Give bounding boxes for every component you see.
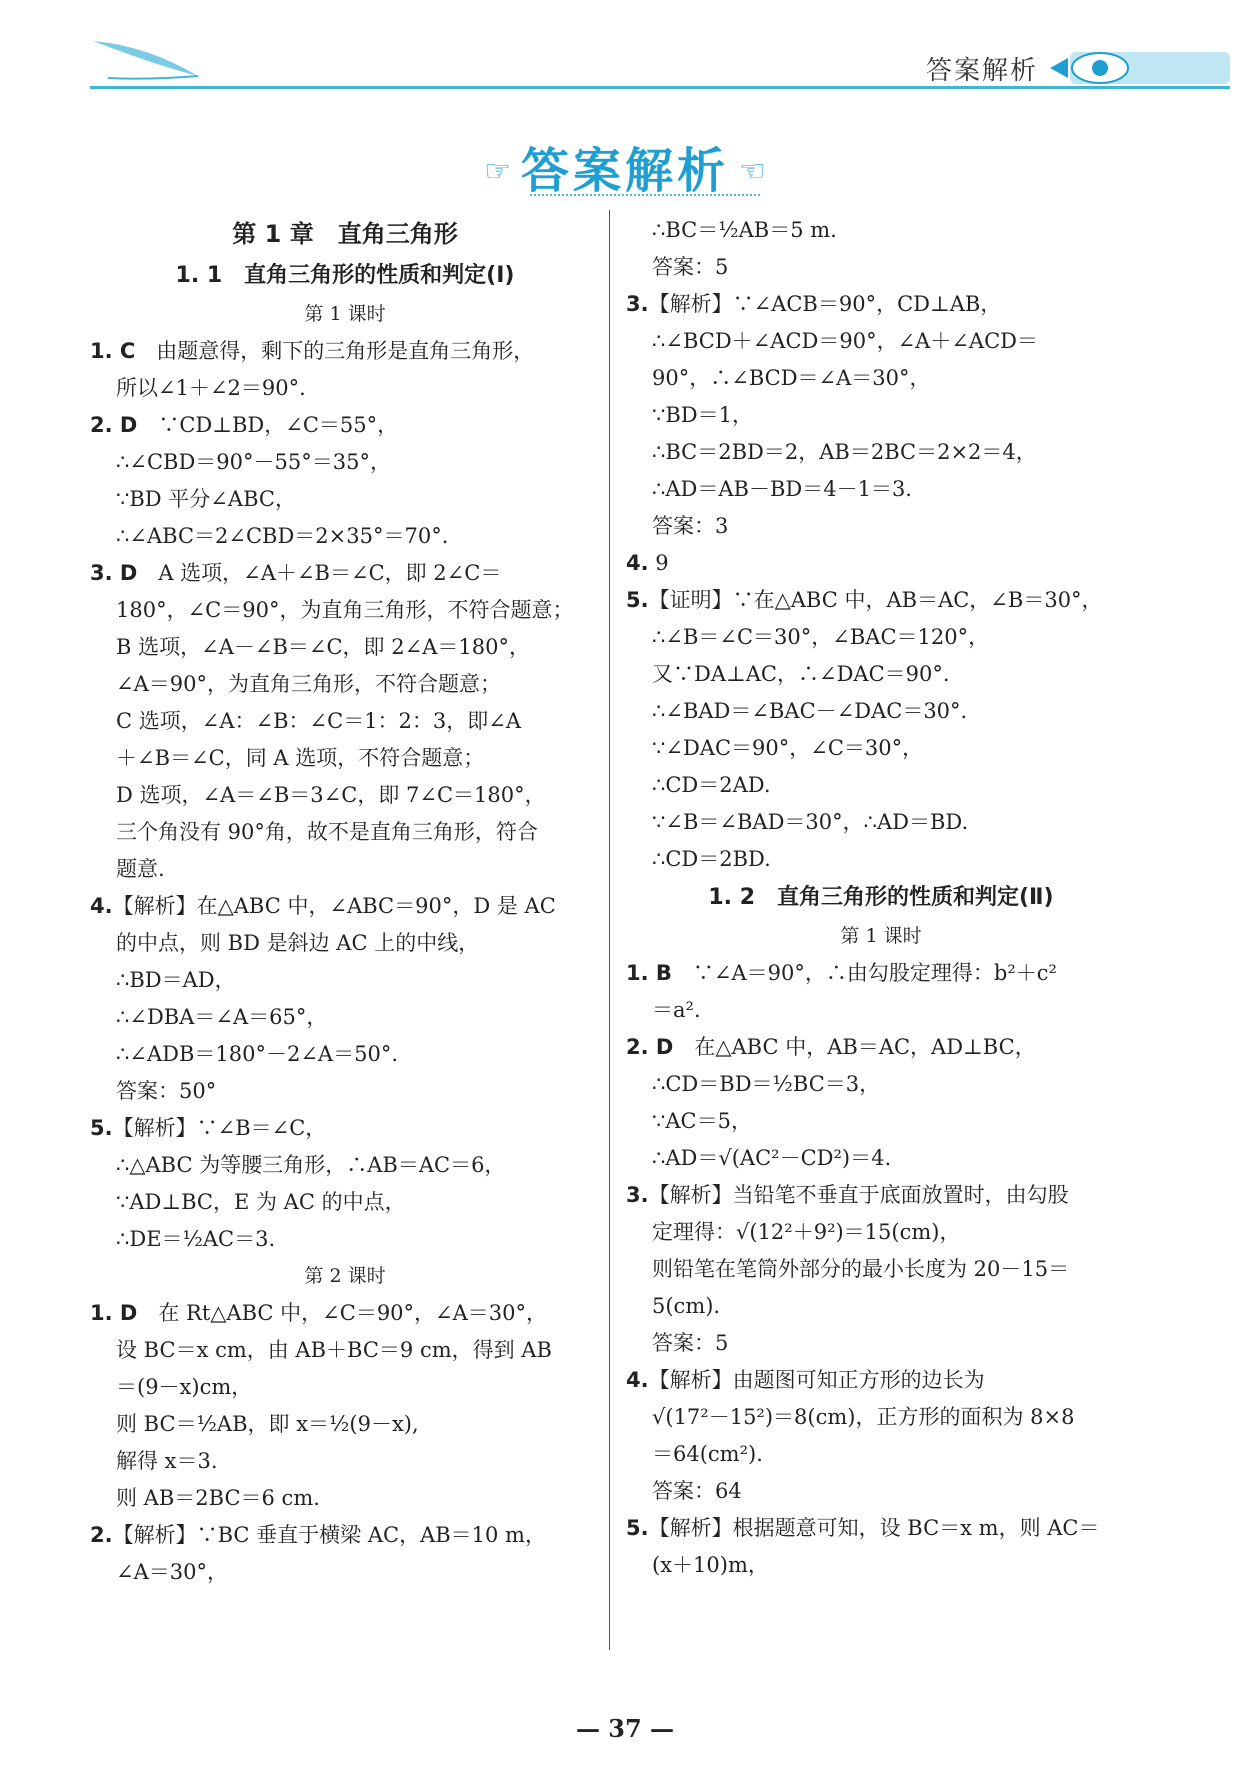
section-heading: 1. 1 直角三角形的性质和判定(Ⅰ) [175, 263, 515, 288]
item-text: 9 [648, 551, 669, 575]
answer-line: ∵AC＝5， [652, 1109, 752, 1133]
item-text: 【解析】当铅笔不垂直于底面放置时，由勾股 [648, 1183, 1069, 1207]
item-number: 5. [626, 1516, 649, 1540]
answer-item [626, 955, 1136, 992]
page-title-text: 答案解析 [520, 143, 729, 199]
chapter-heading: 第 1 章 直角三角形 [232, 220, 458, 248]
answer-line: 设 BC＝x cm，由 AB＋BC＝9 cm，得到 AB [116, 1338, 552, 1362]
pointing-hand-right-icon: ☜ [739, 154, 766, 189]
column-divider [609, 210, 610, 1650]
answer-line: 答案：50° [116, 1079, 217, 1103]
answer-line: ∴BC＝2BD＝2，AB＝2BC＝2×2＝4， [652, 440, 1037, 464]
answer-line: ∵BD＝1， [652, 403, 753, 427]
answer-line: ∴∠B＝∠C＝30°，∠BAC＝120°， [652, 625, 990, 649]
answer-line: 的中点，则 BD 是斜边 AC 上的中线， [116, 931, 480, 955]
item-text: 【解析】∵∠B＝∠C， [112, 1116, 327, 1140]
answer-line: 答案：64 [652, 1479, 742, 1503]
answer-item [626, 582, 1136, 619]
right-column [626, 212, 1136, 1584]
answer-line: ∴△ABC 为等腰三角形，∴AB＝AC＝6， [116, 1153, 506, 1177]
answer-line: ∴AD＝√(AC²－CD²)＝4. [652, 1146, 892, 1170]
item-number: 2. D [90, 413, 138, 437]
answer-line: ＝a². [652, 998, 701, 1022]
answer-line: ∴CD＝2AD. [652, 773, 771, 797]
item-text: 【解析】∵∠ACB＝90°，CD⊥AB， [648, 292, 1002, 316]
answer-item [626, 1029, 1136, 1066]
item-number: 5. [90, 1116, 113, 1140]
answer-line: 所以∠1＋∠2＝90°. [116, 376, 306, 400]
answer-line: 又∵DA⊥AC，∴∠DAC＝90°. [652, 662, 950, 686]
answer-item [90, 407, 600, 444]
answer-line: ∴∠CBD＝90°－55°＝35°， [116, 450, 391, 474]
answer-line: 则 AB＝2BC＝6 cm. [116, 1486, 320, 1510]
section-heading: 1. 2 直角三角形的性质和判定(Ⅱ) [708, 885, 1054, 910]
answer-item [90, 555, 600, 592]
lesson-heading: 第 2 课时 [304, 1265, 386, 1287]
answer-line: 答案：5 [652, 1331, 729, 1355]
item-number: 2. D [626, 1035, 674, 1059]
answer-line: B 选项，∠A－∠B＝∠C，即 2∠A＝180°， [116, 635, 530, 659]
answer-item [90, 333, 600, 370]
answer-item [626, 1510, 1136, 1547]
item-text: 【解析】在△ABC 中，∠ABC＝90°，D 是 AC [112, 894, 556, 918]
answer-line: ∴BD＝AD， [116, 968, 236, 992]
item-text: ∵∠A＝90°，∴由勾股定理得：b²＋c² [671, 961, 1057, 985]
title-underline [530, 194, 760, 196]
answer-line: 5(cm). [652, 1294, 721, 1318]
item-text: 由题意得，剩下的三角形是直角三角形， [135, 339, 535, 363]
answer-line: ∠A＝30°， [116, 1560, 228, 1584]
answer-item [90, 1295, 600, 1332]
answer-line: 答案：5 [652, 255, 729, 279]
answer-line: ∴∠ADB＝180°－2∠A＝50°. [116, 1042, 398, 1066]
answer-line: 定理得：√(12²＋9²)＝15(cm)， [652, 1220, 961, 1244]
answer-line: 90°，∴∠BCD＝∠A＝30°， [652, 366, 931, 390]
item-number: 1. C [90, 339, 136, 363]
answer-line: ∠A＝90°，为直角三角形，不符合题意； [116, 672, 501, 696]
answer-line: ∴DE＝½AC＝3. [116, 1227, 276, 1251]
answer-line: 题意. [116, 857, 165, 881]
answer-line: 则铅笔在笔筒外部分的最小长度为 20－15＝ [652, 1257, 1070, 1281]
answer-line: ∴∠BCD＋∠ACD＝90°，∠A＋∠ACD＝ [652, 329, 1038, 353]
answer-line: D 选项，∠A＝∠B＝3∠C，即 7∠C＝180°， [116, 783, 546, 807]
answer-line: ＝64(cm²). [652, 1442, 763, 1466]
answer-line: ∴AD＝AB－BD＝4－1＝3. [652, 477, 912, 501]
answer-item [90, 888, 600, 925]
answer-item [626, 286, 1136, 323]
item-text: 【解析】根据题意可知，设 BC＝x m，则 AC＝ [648, 1516, 1100, 1540]
answer-line: 三个角没有 90°角，故不是直角三角形，符合 [116, 820, 538, 844]
answer-line: ＋∠B＝∠C，同 A 选项，不符合题意； [116, 746, 485, 770]
answer-line: C 选项，∠A：∠B：∠C＝1：2：3，即∠A [116, 709, 522, 733]
item-number: 1. B [626, 961, 672, 985]
page-title [0, 132, 1250, 201]
item-text: ∵CD⊥BD，∠C＝55°， [137, 413, 399, 437]
answer-line: ∴∠DBA＝∠A＝65°， [116, 1005, 328, 1029]
answer-line: ∵∠B＝∠BAD＝30°，∴AD＝BD. [652, 810, 969, 834]
answer-item [90, 1110, 600, 1147]
item-text: 【解析】∵BC 垂直于横梁 AC，AB＝10 m， [112, 1523, 546, 1547]
feather-icon [88, 36, 218, 86]
answer-line: 则 BC＝½AB，即 x＝½(9－x), [116, 1412, 419, 1436]
answer-line: √(17²－15²)＝8(cm)，正方形的面积为 8×8 [652, 1405, 1075, 1429]
answer-item [626, 1177, 1136, 1214]
lesson-heading: 第 1 课时 [304, 303, 386, 325]
answer-line: ∵AD⊥BC，E 为 AC 的中点， [116, 1190, 406, 1214]
answer-line: ∴CD＝BD＝½BC＝3， [652, 1072, 881, 1096]
item-number: 4. [90, 894, 113, 918]
answer-line: 解得 x＝3. [116, 1449, 218, 1473]
answer-line: ∴∠BAD＝∠BAC－∠DAC＝30°. [652, 699, 968, 723]
item-text: 【解析】由题图可知正方形的边长为 [648, 1368, 985, 1392]
item-number: 2. [90, 1523, 113, 1547]
header-title: 答案解析 [925, 56, 1038, 86]
answer-line: ∴CD＝2BD. [652, 847, 771, 871]
answer-line: 180°，∠C＝90°，为直角三角形，不符合题意； [116, 598, 574, 622]
item-text: 在△ABC 中，AB＝AC，AD⊥BC， [673, 1035, 1036, 1059]
left-column [90, 212, 600, 1591]
item-text: 在 Rt△ABC 中，∠C＝90°，∠A＝30°， [137, 1301, 548, 1325]
item-number: 1. D [90, 1301, 138, 1325]
answer-line: (x＋10)m， [652, 1553, 769, 1577]
pointing-hand-left-icon: ☞ [484, 154, 511, 189]
item-number: 4. [626, 1368, 649, 1392]
answer-line: ∵∠DAC＝90°，∠C＝30°， [652, 736, 924, 760]
item-number: 3. D [90, 561, 138, 585]
item-text: 【证明】∵在△ABC 中，AB＝AC，∠B＝30°， [648, 588, 1103, 612]
answer-line: ∴∠ABC＝2∠CBD＝2×35°＝70°. [116, 524, 449, 548]
eye-logo-icon [1050, 50, 1230, 86]
answer-line: ∵BD 平分∠ABC， [116, 487, 296, 511]
page-number: — 37 — [575, 1714, 675, 1743]
answer-line: 答案：3 [652, 514, 729, 538]
lesson-heading: 第 1 课时 [840, 925, 922, 947]
answer-line: ＝(9－x)cm， [116, 1375, 253, 1399]
header-rule [90, 86, 1230, 89]
item-number: 3. [626, 1183, 649, 1207]
item-number: 5. [626, 588, 649, 612]
item-number: 4. [626, 551, 649, 575]
answer-item [626, 545, 1136, 582]
answer-item [90, 1517, 600, 1554]
answer-item [626, 1362, 1136, 1399]
item-text: A 选项，∠A＋∠B＝∠C，即 2∠C＝ [137, 561, 502, 585]
item-number: 3. [626, 292, 649, 316]
answer-line: ∴BC＝½AB＝5 m. [652, 218, 837, 242]
